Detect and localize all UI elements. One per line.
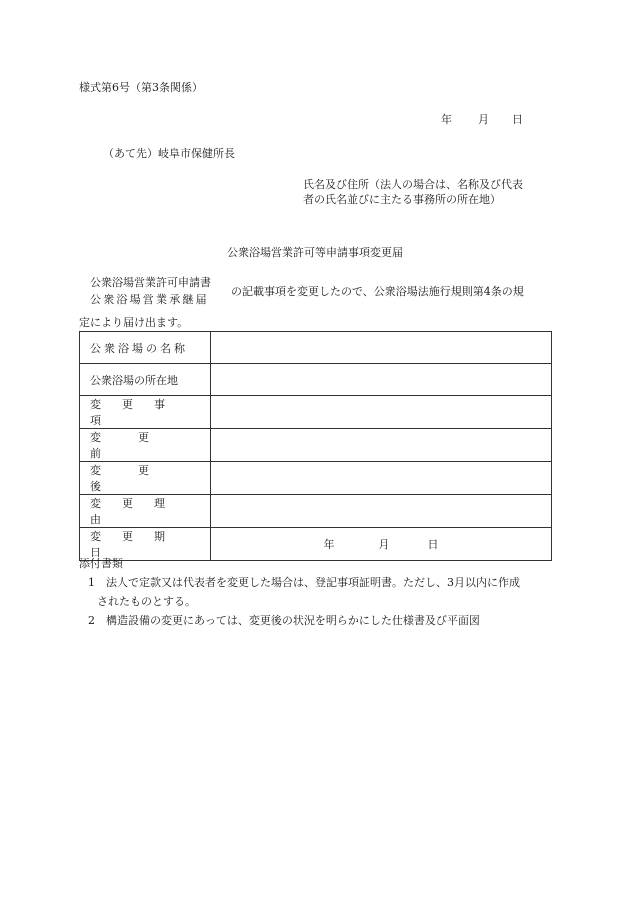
table-row	[80, 396, 552, 429]
attachments-heading: 添付書類	[79, 557, 123, 570]
table-row	[80, 364, 552, 396]
form-number: 様式第6号（第3条関係）	[79, 81, 203, 94]
table-row	[80, 462, 552, 495]
intro-option-succession-notice: 公衆浴場営業承継届	[90, 293, 209, 306]
table-row	[80, 332, 552, 364]
change-item-field[interactable]	[211, 396, 552, 429]
change-details-table	[79, 331, 552, 561]
attachment-item-2: 2 構造設備の変更にあっては、変更後の状況を明らかにした仕様書及び平面図	[88, 614, 480, 627]
addressee: （あて先）岐阜市保健所長	[103, 147, 235, 160]
applicant-label-line2: 者の氏名並びに主たる事務所の所在地）	[303, 193, 501, 206]
before-change-field[interactable]	[211, 429, 552, 462]
intro-option-permit-application: 公衆浴場営業許可申請書	[90, 276, 211, 289]
attachment-item-1-line1: 1 法人で定款又は代表者を変更した場合は、登記事項証明書。ただし、3月以内に作成	[88, 576, 520, 589]
change-date-day-label: 日	[427, 538, 439, 551]
row-label-bathhouse-location: 公衆浴場の所在地	[80, 364, 211, 396]
change-date-month-label: 月	[378, 538, 390, 551]
table-row	[80, 495, 552, 528]
row-label-change-date: 変更期日	[80, 528, 211, 561]
row-label-change-item: 変更事項	[80, 396, 211, 429]
row-label-before-change: 変更前	[80, 429, 211, 462]
table-row	[80, 528, 552, 561]
attachment-item-1-line2: されたものとする。	[97, 595, 196, 608]
date-month-label: 月	[478, 113, 489, 126]
change-date-field[interactable]	[211, 528, 552, 561]
applicant-label-line1: 氏名及び住所（法人の場合は、名称及び代表	[303, 178, 523, 191]
document-title: 公衆浴場営業許可等申請事項変更届	[227, 246, 403, 259]
date-day-label: 日	[512, 113, 523, 126]
bathhouse-name-field[interactable]	[211, 332, 552, 364]
row-label-bathhouse-name: 公衆浴場の名称	[80, 332, 211, 364]
intro-text-line1: の記載事項を変更したので、公衆浴場法施行規則第4条の規	[231, 285, 524, 298]
table-row	[80, 429, 552, 462]
bathhouse-location-field[interactable]	[211, 364, 552, 396]
change-reason-field[interactable]	[211, 495, 552, 528]
change-date-units	[211, 536, 551, 552]
date-year-label: 年	[441, 113, 452, 126]
row-label-after-change: 変更後	[80, 462, 211, 495]
row-label-change-reason: 変更理由	[80, 495, 211, 528]
after-change-field[interactable]	[211, 462, 552, 495]
intro-text-line2: 定により届け出ます。	[79, 316, 189, 329]
change-date-year-label: 年	[323, 538, 335, 551]
